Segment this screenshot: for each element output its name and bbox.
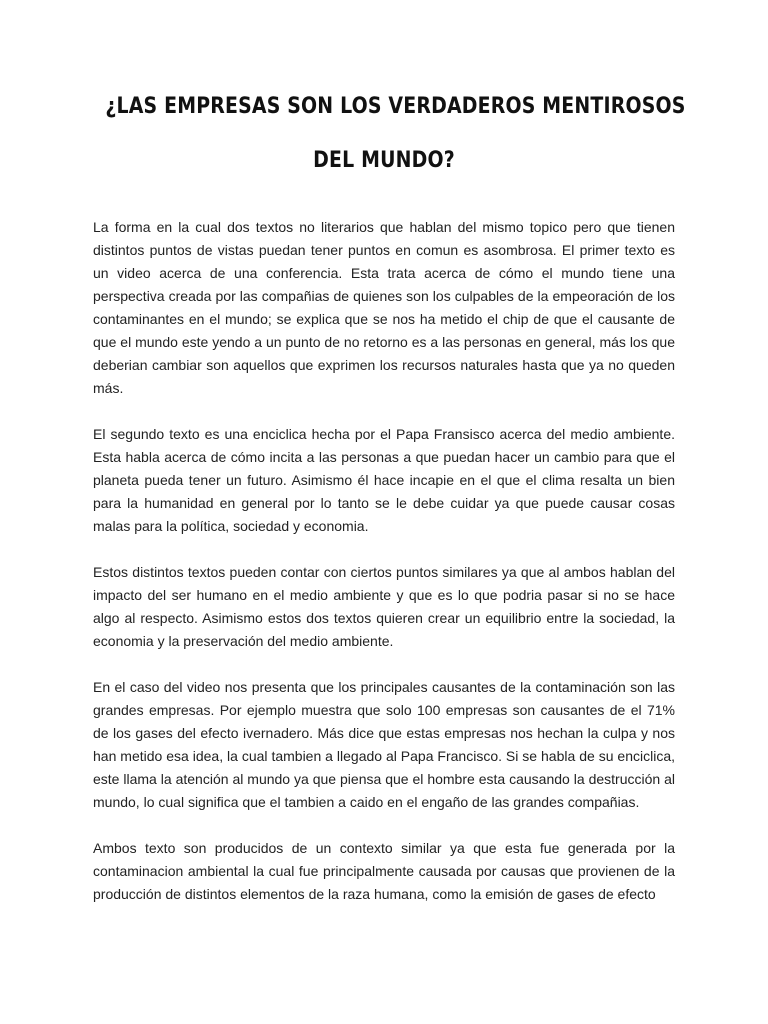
paragraph-5: Ambos texto son producidos de un contexto similar ya que esta fue generada por la contaminacion ambiental la cual fue principalmente causada por causas que provienen de la producción de distintos elementos de la raza humana, como la emisión de gases de efecto <box>93 840 675 902</box>
paragraph-2: El segundo texto es una enciclica hecha por el Papa Fransisco acerca del medio ambiente. Esta habla acerca de cómo incita a las personas a que puedan hacer un cambio para que el planeta pueda tener un futuro. Asimismo él hace incapie en el que el clima resalta un bien para la humanidad en general por lo tanto se le debe cuidar ya que puede causar cosas malas para la política, sociedad y economia. <box>93 426 675 534</box>
document-title-line-2: DEL MUNDO? <box>313 148 455 173</box>
document-body <box>93 216 675 929</box>
document-title-line-1: ¿LAS EMPRESAS SON LOS VERDADEROS MENTIROSOS <box>105 94 686 119</box>
paragraph-3: Estos distintos textos pueden contar con ciertos puntos similares ya que al ambos hablan del impacto del ser humano en el medio ambiente y que es lo que podria pasar si no se hace algo al respecto. Asimismo estos dos textos quieren crear un equilibrio entre la sociedad, la economia y la preservación del medio ambiente. <box>93 564 675 649</box>
paragraph-4: En el caso del video nos presenta que los principales causantes de la contaminación son las grandes empresas. Por ejemplo muestra que solo 100 empresas son causantes de el 71% de los gases del efecto ivernadero. Más dice que estas empresas nos hechan la culpa y nos han metido esa idea, la cual tambien a llegado al Papa Francisco. Si se habla de su enciclica, este llama la atención al mundo ya que piensa que el hombre esta causando la destrucción al mundo, lo cual significa que el tambien a caido en el engaño de las grandes compañias. <box>93 679 675 810</box>
paragraph-1: La forma en la cual dos textos no literarios que hablan del mismo topico pero que tienen distintos puntos de vistas puedan tener puntos en comun es asombrosa. El primer texto es un video acerca de una conferencia. Esta trata acerca de cómo el mundo tiene una perspectiva creada por las compañias de quienes son los culpables de la empeoración de los contaminantes en el mundo; se explica que se nos ha metido el chip de que el causante de que el mundo este yendo a un punto de no retorno es a las personas en general, más los que deberian cambiar son aquellos que exprimen los recursos naturales hasta que ya no queden más. <box>93 219 675 396</box>
